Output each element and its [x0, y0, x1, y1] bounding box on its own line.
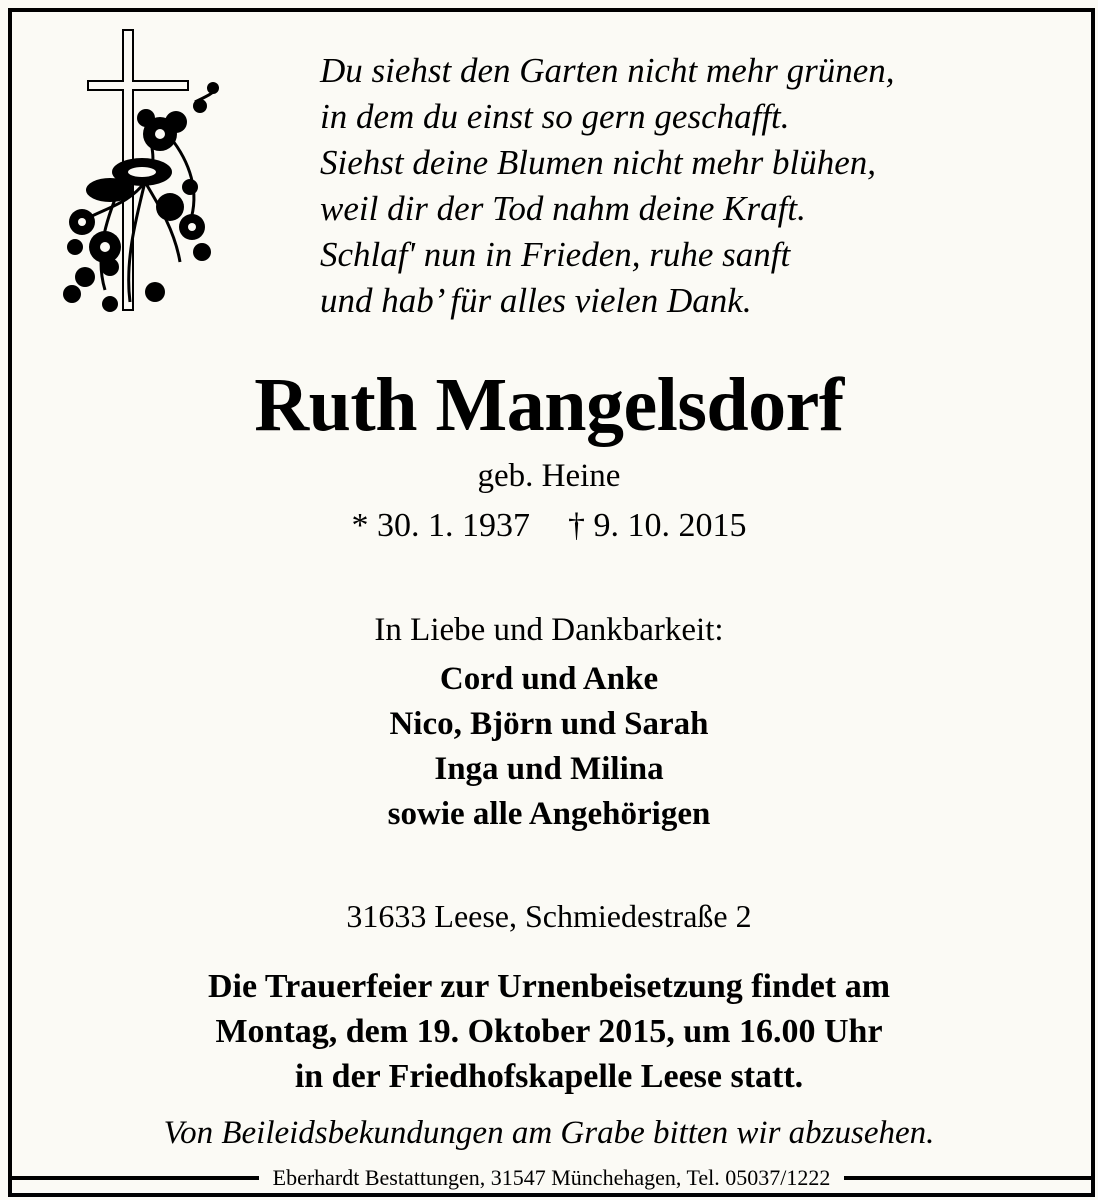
death-date: † 9. 10. 2015 [568, 507, 747, 544]
footer [12, 1160, 1091, 1196]
deceased-name: Ruth Mangelsdorf [254, 363, 844, 447]
poem-line: Schlaf' nun in Frieden, ruhe sanft [320, 235, 791, 274]
ceremony-line: in der Friedhofskapelle Leese statt. [294, 1058, 804, 1095]
mourner-line: sowie alle Angehörigen [387, 796, 711, 832]
ceremony-info [0, 965, 1098, 1100]
footer-rule-right [844, 1176, 1091, 1180]
cross-with-flowers-icon [50, 22, 225, 317]
poem-line: und hab’ für alles vielen Dank. [320, 281, 752, 320]
address: 31633 Leese, Schmiedestraße 2 [346, 898, 752, 934]
poem-line: Siehst deine Blumen nicht mehr blühen, [320, 143, 876, 182]
mourner-line: Cord und Anke [439, 661, 659, 697]
poem [320, 48, 1040, 324]
mourner-line: Inga und Milina [434, 751, 664, 787]
ceremony-line: Montag, dem 19. Oktober 2015, um 16.00 Uhr [215, 1013, 883, 1050]
poem-line: Du siehst den Garten nicht mehr grünen, [320, 51, 895, 90]
poem-line: in dem du einst so gern geschafft. [320, 97, 790, 136]
ceremony-line: Die Trauerfeier zur Urnenbeisetzung findet am [207, 968, 891, 1005]
mourners-intro: In Liebe und Dankbarkeit: [374, 612, 724, 648]
born-name: geb. Heine [477, 458, 621, 494]
life-dates [0, 506, 1098, 546]
funeral-home-info: Eberhardt Bestattungen, 31547 Münchehagen, Tel. 05037/1222 [272, 1165, 831, 1190]
birth-date: * 30. 1. 1937 [351, 507, 530, 544]
condolence-notice: Von Beileidsbekundungen am Grabe bitten wir abzusehen. [163, 1115, 935, 1151]
footer-rule-left [12, 1176, 259, 1180]
mourner-line: Nico, Björn und Sarah [389, 706, 709, 742]
poem-line: weil dir der Tod nahm deine Kraft. [320, 189, 806, 228]
mourners-list [0, 657, 1098, 837]
